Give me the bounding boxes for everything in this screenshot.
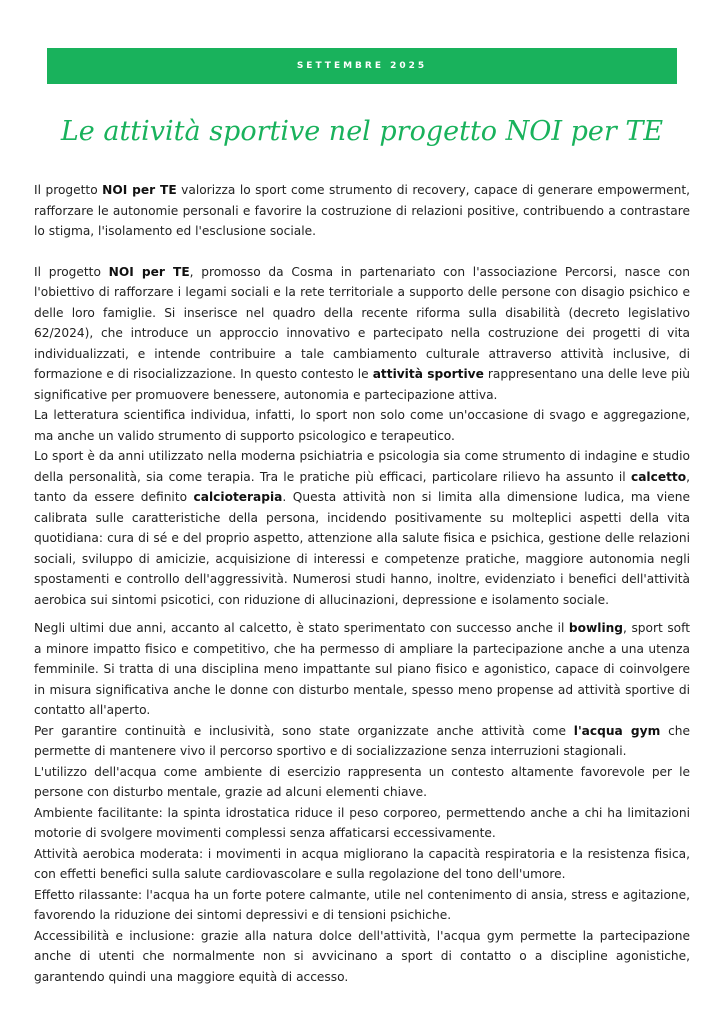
bowling-paragraph: Negli ultimi due anni, accanto al calcetto, è stato sperimentato con successo anche il bowling, sport soft a minore impatto fisico e competitivo, che ha permesso di ampliare la partecipazione anche a una utenza femminile. Si tratta di una disciplina meno impattante sul piano fisico e agonistico, capace di coinvolgere in misura significativa anche le donne con disturbo mentale, spesso meno propense ad attività sportive di contatto all'aperto.	[34, 621, 690, 717]
aerobic-paragraph: Attività aerobica moderata: i movimenti in acqua migliorano la capacità respiratoria e la resistenza fisica, con effetti benefici sulla salute cardiovascolare e sulla regolazione del tono dell'umore.	[34, 846, 690, 881]
accessibility-paragraph: Accessibilità e inclusione: grazie alla natura dolce dell'attività, l'acqua gym permette la partecipazione anche di utenti che normalmente non si avvicinano a sport di contatto o a discipline agonistiche, garantendo quindi una maggiore equità di accesso.	[34, 928, 690, 984]
literature-paragraph: La letteratura scientifica individua, infatti, lo sport non solo come un'occasione di svago e aggregazione, ma anche un valido strumento di supporto psicologico e terapeutico.	[34, 408, 690, 443]
page-title: Le attività sportive nel progetto NOI per TE	[60, 116, 664, 147]
date-label: SETTEMBRE 2025	[296, 61, 428, 71]
date-banner	[47, 48, 677, 84]
project-paragraph: Il progetto NOI per TE, promosso da Cosma in partenariato con l'associazione Percorsi, nasce con l'obiettivo di rafforzare i legami sociali e la rete territoriale a supporto delle persone con disagio psichico e delle loro famiglie. Si inserisce nel quadro della recente riforma sulla disabilità (decreto legislativo 62/2024), che introduce un approccio innovativo e partecipato nella costruzione dei progetti di vita individualizzati, e intende contribuire a tale cambiamento culturale attraverso attività inclusive, di formazione e di risocializzazione. In questo contesto le attività sportive rappresentano una delle leve più significative per promuovere benessere, autonomia e partecipazione attiva.	[34, 264, 690, 402]
relaxing-paragraph: Effetto rilassante: l'acqua ha un forte potere calmante, utile nel contenimento di ansia, stress e agitazione, favorendo la riduzione dei sintomi depressivi e di tensioni psichiche.	[34, 887, 690, 922]
sport-activities-highlight: attività sportive	[372, 367, 484, 381]
intro-paragraph: Il progetto NOI per TE valorizza lo sport come strumento di recovery, capace di generare empowerment, rafforzare le autonomie personali e favorire la costruzione di relazioni positive, contribuendo a contrastare lo stigma, l'isolamento ed l'esclusione sociale.	[34, 183, 690, 238]
calcioterapia-highlight: calcioterapia	[193, 490, 283, 504]
project-name: NOI per TE	[102, 183, 177, 197]
calcetto-paragraph: Lo sport è da anni utilizzato nella moderna psichiatria e psicologia sia come strumento di indagine e studio della personalità, sia come terapia. Tra le pratiche più efficaci, particolare rilievo ha assunto il calcetto, tanto da essere definito calcioterapia. Questa attività non si limita alla dimensione ludica, ma viene calibrata sulle caratteristiche della persona, incidendo positivamente su molteplici aspetti della vita quotidiana: cura di sé e del proprio aspetto, attenzione alla salute fisica e psichica, gestione delle relazioni sociali, sviluppo di amicizie, acquisizione di interessi e competenze pratiche, maggiore autonomia negli spostamenti e controllo dell'aggressività. Numerosi studi hanno, inoltre, evidenziato i benefici dell'attività aerobica sui sintomi psicotici, con riduzione di allucinazioni, depressione e isolamento sociale.	[34, 449, 690, 607]
acquagym-highlight: l'acqua gym	[573, 723, 661, 738]
calcetto-highlight: calcetto	[630, 469, 687, 484]
water-paragraph: L'utilizzo dell'acqua come ambiente di esercizio rappresenta un contesto altamente favorevole per le persone con disturbo mentale, grazie ad alcuni elementi chiave.	[34, 764, 690, 799]
project-name: NOI per TE	[108, 264, 190, 279]
acquagym-paragraph: Per garantire continuità e inclusività, sono state organizzate anche attività come l'acqua gym che permette di mantenere vivo il percorso sportivo e di socializzazione senza interruzioni stagionali.	[34, 723, 690, 758]
article-body	[34, 180, 690, 987]
bowling-highlight: bowling	[568, 621, 624, 635]
facilitating-paragraph: Ambiente facilitante: la spinta idrostatica riduce il peso corporeo, permettendo anche a chi ha limitazioni motorie di svolgere movimenti complessi senza affaticarsi eccessivamente.	[34, 805, 690, 840]
